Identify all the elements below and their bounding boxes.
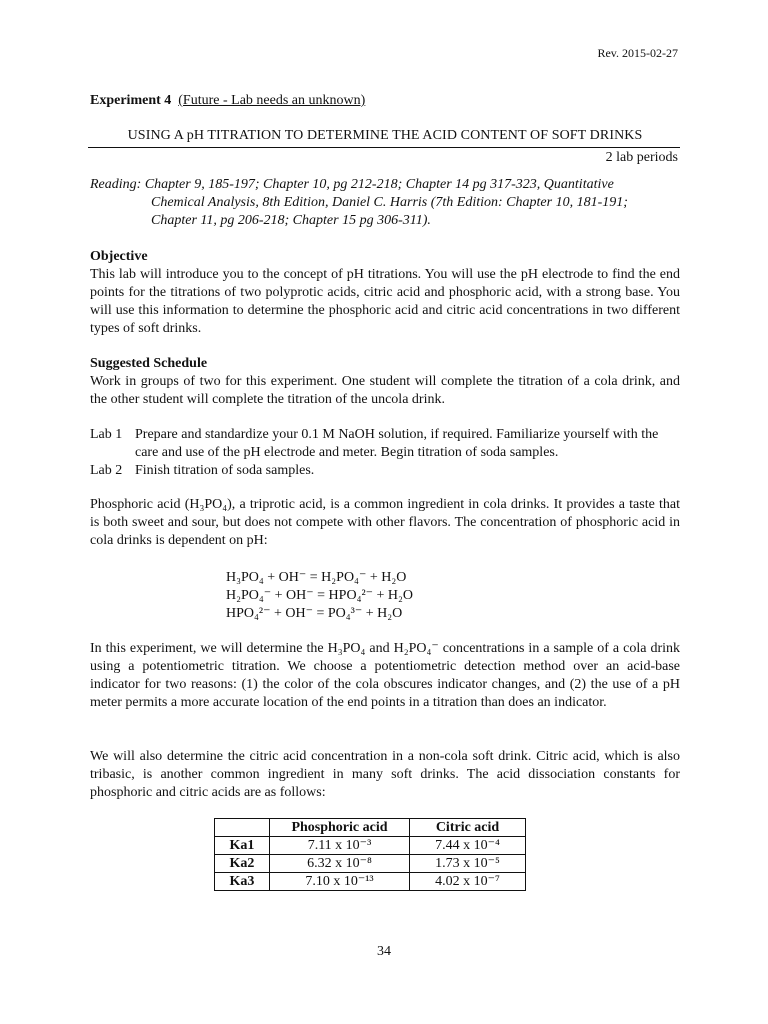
lab-key: Lab 1	[90, 427, 123, 442]
table-row	[215, 873, 526, 891]
table-row	[215, 837, 526, 855]
table-header-citric: Citric acid	[410, 819, 526, 837]
reading-line-2: Chemical Analysis, 8th Edition, Daniel C. Harris (7th Edition: Chapter 10, 181-191;	[151, 195, 628, 210]
row-label: Ka1	[215, 837, 270, 855]
lab-text: Finish titration of soda samples.	[135, 463, 315, 478]
experiment-note: (Future - Lab needs an unknown)	[178, 93, 366, 108]
citric-value: 4.02 x 10⁻⁷	[410, 873, 526, 891]
experiment-label: Experiment 4	[90, 93, 172, 108]
objective-section	[90, 248, 680, 338]
reading-line-3: Chapter 11, pg 206-218; Chapter 15 pg 306-311).	[151, 213, 431, 228]
lab-periods: 2 lab periods	[605, 150, 678, 165]
row-label: Ka2	[215, 855, 270, 873]
objective-text: This lab will introduce you to the concept of pH titrations. You will use the pH electrode to find the end points for the titrations of two polyprotic acids, citric acid and phosphoric acid, with a strong base. You will use this information to determine the phosphoric acid and citric acid concentrations in two different types of soft drinks.	[90, 267, 680, 336]
phosphoric-value: 7.10 x 10⁻¹³	[270, 873, 410, 891]
table-header-row	[215, 819, 526, 837]
schedule-heading: Suggested Schedule	[90, 356, 208, 371]
revision-date: Rev. 2015-02-27	[597, 46, 678, 60]
lab-item	[90, 426, 680, 462]
schedule-section	[90, 355, 680, 409]
table-header-blank	[215, 819, 270, 837]
document-title: USING A pH TITRATION TO DETERMINE THE ACID CONTENT OF SOFT DRINKS	[127, 128, 643, 143]
reading-assignment	[90, 176, 680, 230]
lab-item	[90, 462, 680, 480]
lab-text: Prepare and standardize your 0.1 M NaOH solution, if required. Familiarize yourself with the care and use of the pH electrode and meter. Begin titration of soda samples.	[135, 427, 659, 460]
phosphoric-paragraph: Phosphoric acid (H₃PO₄), a triprotic acid, is a common ingredient in cola drinks. It provides a taste that is both sweet and sour, but does not compete with other flavors. The concentration of phosphoric acid in cola drinks is dependent on pH:	[90, 497, 680, 548]
lab-key: Lab 2	[90, 463, 123, 478]
row-label: Ka3	[215, 873, 270, 891]
equation-list	[226, 569, 413, 623]
reading-line-1: Chapter 9, 185-197; Chapter 10, pg 212-218; Chapter 14 pg 317-323, Quantitative	[144, 177, 614, 192]
phosphoric-value: 6.32 x 10⁻⁸	[270, 855, 410, 873]
table-header-phosphoric: Phosphoric acid	[270, 819, 410, 837]
experiment-paragraph: In this experiment, we will determine the H₃PO₄ and H₂PO₄⁻ concentrations in a sample of a cola drink using a potentiometric titration. We choose a potentiometric detection method over an acid-base indicator for two reasons: (1) the color of the cola obscures indicator changes, and (2) the use of a pH meter permits a more accurate location of the end points in a titration than does an indicator.	[90, 641, 680, 710]
objective-heading: Objective	[90, 249, 148, 264]
dissociation-constants-table	[214, 818, 526, 891]
citric-paragraph: We will also determine the citric acid concentration in a non-cola soft drink. Citric acid, which is also tribasic, is another common ingredient in many soft drinks. The acid dissociation constants for phosphoric and citric acids are as follows:	[90, 749, 680, 800]
equation: H₃PO₄ + OH⁻ = H₂PO₄⁻ + H₂O	[226, 570, 407, 585]
citric-value: 7.44 x 10⁻⁴	[410, 837, 526, 855]
schedule-text: Work in groups of two for this experiment. One student will complete the titration of a cola drink, and the other student will complete the titration of the uncola drink.	[90, 374, 680, 407]
table-row	[215, 855, 526, 873]
lab-schedule-list	[90, 426, 680, 480]
page-number: 34	[377, 944, 391, 959]
experiment-heading	[90, 93, 365, 109]
title-divider	[88, 147, 680, 148]
reading-label: Reading:	[90, 177, 142, 192]
citric-value: 1.73 x 10⁻⁵	[410, 855, 526, 873]
equation: H₂PO₄⁻ + OH⁻ = HPO₄²⁻ + H₂O	[226, 588, 414, 603]
phosphoric-value: 7.11 x 10⁻³	[270, 837, 410, 855]
equation: HPO₄²⁻ + OH⁻ = PO₄³⁻ + H₂O	[226, 606, 403, 621]
